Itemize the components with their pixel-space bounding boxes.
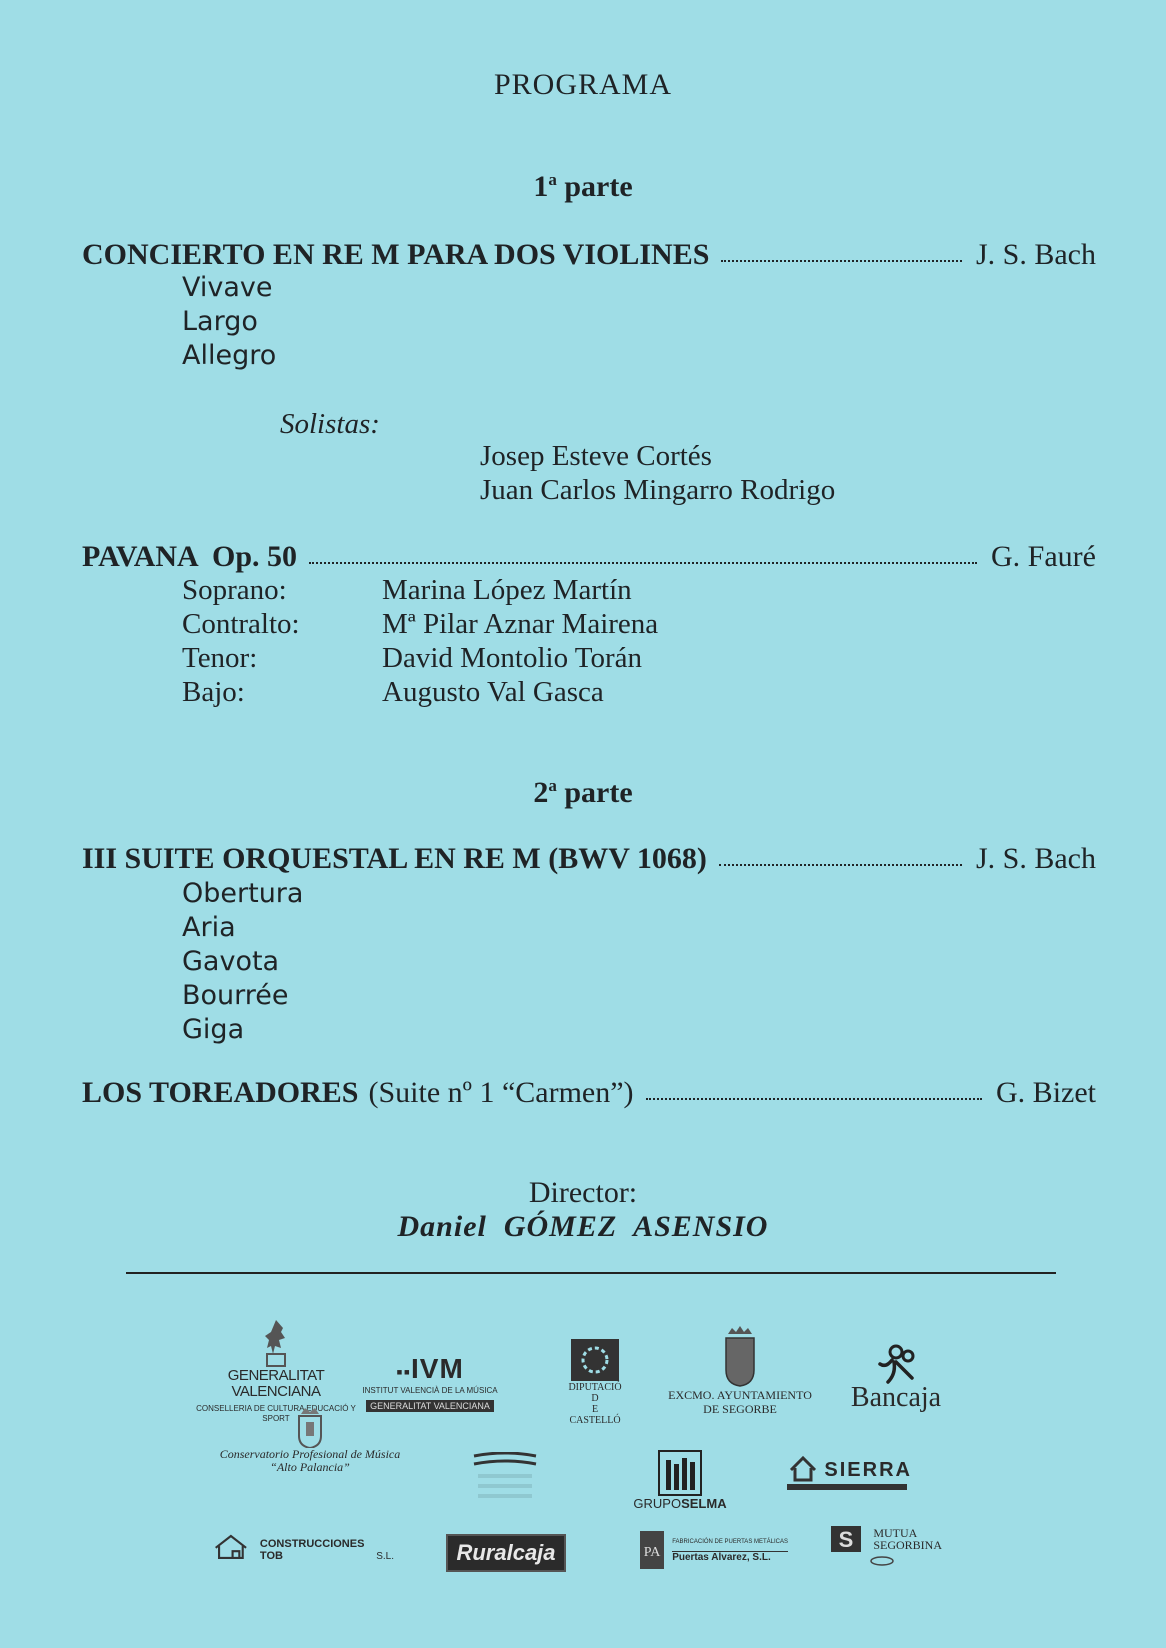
part-1-heading: 1$^a$ parte (533, 170, 633, 203)
part-2-heading: 2$^a$ parte (533, 776, 633, 809)
work-3-line (82, 842, 1096, 876)
movement: Allegro (182, 340, 277, 371)
movement: Vivave (182, 272, 273, 303)
house-roof-icon (789, 1456, 817, 1482)
voice-role: Tenor: (182, 642, 258, 674)
director-name: Daniel GÓMEZ ASENSIO (397, 1210, 769, 1243)
bancaja-logo: Bancaja (826, 1344, 966, 1412)
movement: Largo (182, 306, 258, 337)
voice-role: Contralto: (182, 608, 300, 640)
dot-leader (719, 863, 962, 866)
dot-leader (309, 561, 977, 564)
divider-rule (126, 1272, 1056, 1274)
mutua-seal-icon (870, 1556, 894, 1566)
soloist-name: Juan Carlos Mingarro Rodrigo (480, 474, 836, 506)
work-2-title: PAVANA Op. 50 (82, 540, 298, 573)
ruralcaja-logo: Ruralcaja (446, 1534, 566, 1572)
building-icon (214, 1532, 258, 1562)
director-label: Director: (528, 1176, 638, 1209)
solistas-label: Solistas: (280, 408, 380, 440)
voice-singer: Marina López Martín (382, 574, 632, 606)
sierra-logo: SIERRA (782, 1456, 912, 1490)
ayuntamiento-segorbe-logo: EXCMO. AYUNTAMIENTO DE SEGORBE (666, 1326, 814, 1416)
stripes-icon (472, 1452, 538, 1512)
soloist-name: Josep Esteve Cortés (480, 440, 712, 472)
work-3-composer: J. S. Bach (976, 842, 1096, 875)
movement: Aria (182, 912, 236, 943)
work-2-composer: G. Fauré (991, 540, 1096, 573)
segorbe-shield-icon (722, 1326, 758, 1388)
door-icon (639, 1530, 665, 1570)
movement: Obertura (182, 878, 304, 909)
compania-valenciana-logo (470, 1452, 540, 1512)
svg-text:S: S (838, 1527, 853, 1552)
voice-singer: Augusto Val Gasca (382, 676, 604, 708)
voice-role: Bajo: (182, 676, 245, 708)
work-4-line (82, 1076, 1096, 1110)
ivm-logo: ▪▪IVM INSTITUT VALENCIÀ DE LA MÚSICA GENERALITAT VALENCIANA (362, 1353, 498, 1411)
work-1-title: CONCIERTO EN RE M PARA DOS VIOLINES (82, 238, 710, 271)
voice-singer: David Montolio Torán (382, 642, 643, 674)
dot-leader (721, 259, 962, 262)
mutua-s-icon (831, 1526, 861, 1552)
work-4-subtitle: (Suite nº 1 “Carmen”) (368, 1076, 634, 1109)
movement: Giga (182, 1014, 245, 1045)
generalitat-logo: GENERALITAT VALENCIANA CONSELLERIA DE CULTURA EDUCACIÓ Y SPORT (196, 1318, 356, 1424)
work-1-composer: J. S. Bach (976, 238, 1096, 271)
work-4-composer: G. Bizet (996, 1076, 1096, 1109)
construcciones-tob-logo: CONSTRUCCIONES TOB S.L. (214, 1532, 394, 1562)
conservatorio-shield-icon (297, 1408, 323, 1448)
work-3-title: III SUITE ORQUESTAL EN RE M (BWV 1068) (82, 842, 707, 875)
voice-singer: Mª Pilar Aznar Mairena (382, 608, 659, 640)
movement: Gavota (182, 946, 280, 977)
movement: Bourrée (182, 980, 289, 1011)
work-2-line (82, 540, 1096, 574)
work-4-title: LOS TOREADORES (82, 1076, 359, 1109)
diputacio-emblem-icon (570, 1338, 620, 1382)
diputacio-logo: DIPUTACIÓ D E CASTELLÓ (560, 1338, 630, 1426)
generalitat-emblem-icon (259, 1318, 293, 1368)
dot-leader (646, 1097, 982, 1100)
selma-bars-icon (658, 1450, 702, 1496)
voice-role: Soprano: (182, 574, 287, 606)
conservatorio-logo: Conservatorio Profesional de Música “Alto Palancia” (200, 1408, 420, 1474)
page-title: PROGRAMA (493, 68, 673, 101)
mutua-segorbina-logo: S MUTUA SEGORBINA (822, 1526, 942, 1566)
puertas-alvarez-logo: PA FABRICACIÓN DE PUERTAS METÁLICAS Puertas Alvarez, S.L. (638, 1530, 788, 1570)
work-1-line (82, 238, 1096, 272)
svg-text:PA: PA (643, 1545, 661, 1560)
grupo-selma-logo: GRUPOSELMA (630, 1450, 730, 1511)
bancaja-figure-icon (866, 1344, 926, 1384)
